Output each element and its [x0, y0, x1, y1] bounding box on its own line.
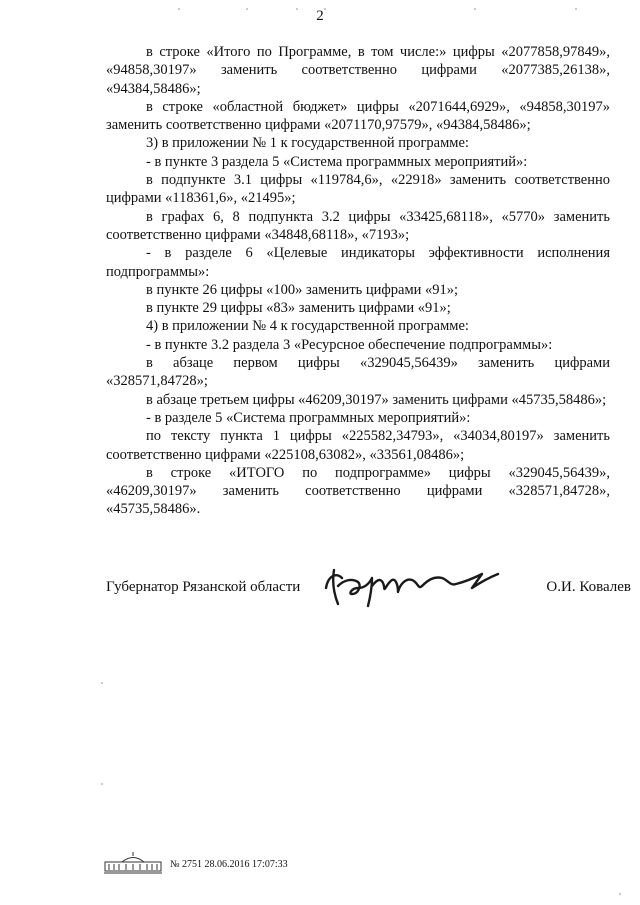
paragraph: в абзаце третьем цифры «46209,30197» заменить цифрами «45735,58486»;	[146, 391, 607, 408]
paragraph: в подпункте 3.1 цифры «119784,6», «22918» заменить соответственно цифрами «118361,6», «21495»;	[106, 172, 610, 207]
signatory-name: О.И. Ковалев	[546, 579, 631, 595]
handwritten-signature	[322, 564, 512, 608]
scan-speck	[101, 783, 103, 785]
paragraph: в пункте 26 цифры «100» заменить цифрами «91»;	[146, 281, 459, 298]
signature-block	[106, 568, 631, 608]
paragraph: по тексту пункта 1 цифры «225582,34793», «34034,80197» заменить соответственно цифрами «225108,63082», «33561,08486»;	[106, 428, 610, 463]
paragraph: - в пункте 3 раздела 5 «Система программных мероприятий»:	[146, 153, 528, 170]
paragraph: в строке «ИТОГО по подпрограмме» цифры «329045,56439», «46209,30197» заменить соответственно цифрами «328571,84728», «45735,58486».	[106, 464, 610, 518]
paragraph: - в разделе 6 «Целевые индикаторы эффективности исполнения подпрограммы»:	[106, 245, 610, 280]
scan-speck	[619, 893, 621, 895]
paragraph: 3) в приложении № 1 к государственной программе:	[146, 135, 469, 152]
paragraph: в графах 6, 8 подпункта 3.2 цифры «33425,68118», «5770» заменить соответственно цифрами «34848,68118», «7193»;	[106, 208, 610, 243]
registration-stamp-text: № 2751 28.06.2016 17:07:33	[170, 859, 288, 870]
paragraph: в абзаце первом цифры «329045,56439» заменить цифрами «328571,84728»;	[106, 355, 610, 390]
scan-speck	[101, 682, 103, 684]
signatory-title: Губернатор Рязанской области	[106, 579, 301, 595]
building-stamp-icon	[104, 852, 162, 874]
paragraph: - в пункте 3.2 раздела 3 «Ресурсное обеспечение подпрограммы»:	[146, 336, 553, 353]
document-body	[106, 43, 610, 519]
page-number: 2	[316, 8, 324, 24]
paragraph: 4) в приложении № 4 к государственной программе:	[146, 318, 469, 335]
paragraph: - в разделе 5 «Система программных мероприятий»:	[146, 409, 471, 426]
registration-footer	[104, 852, 424, 872]
paragraph: в строке «областной бюджет» цифры «2071644,6929», «94858,30197» заменить соответственно цифрами «2071170,97579», «94384,58486»;	[106, 98, 610, 134]
paragraph: в строке «Итого по Программе, в том числе:» цифры «2077858,97849», «94858,30197» заменить соответственно цифрами «2077385,26138», «94384,58486»;	[106, 44, 610, 97]
paragraph: в пункте 29 цифры «83» заменить цифрами «91»;	[146, 300, 451, 317]
